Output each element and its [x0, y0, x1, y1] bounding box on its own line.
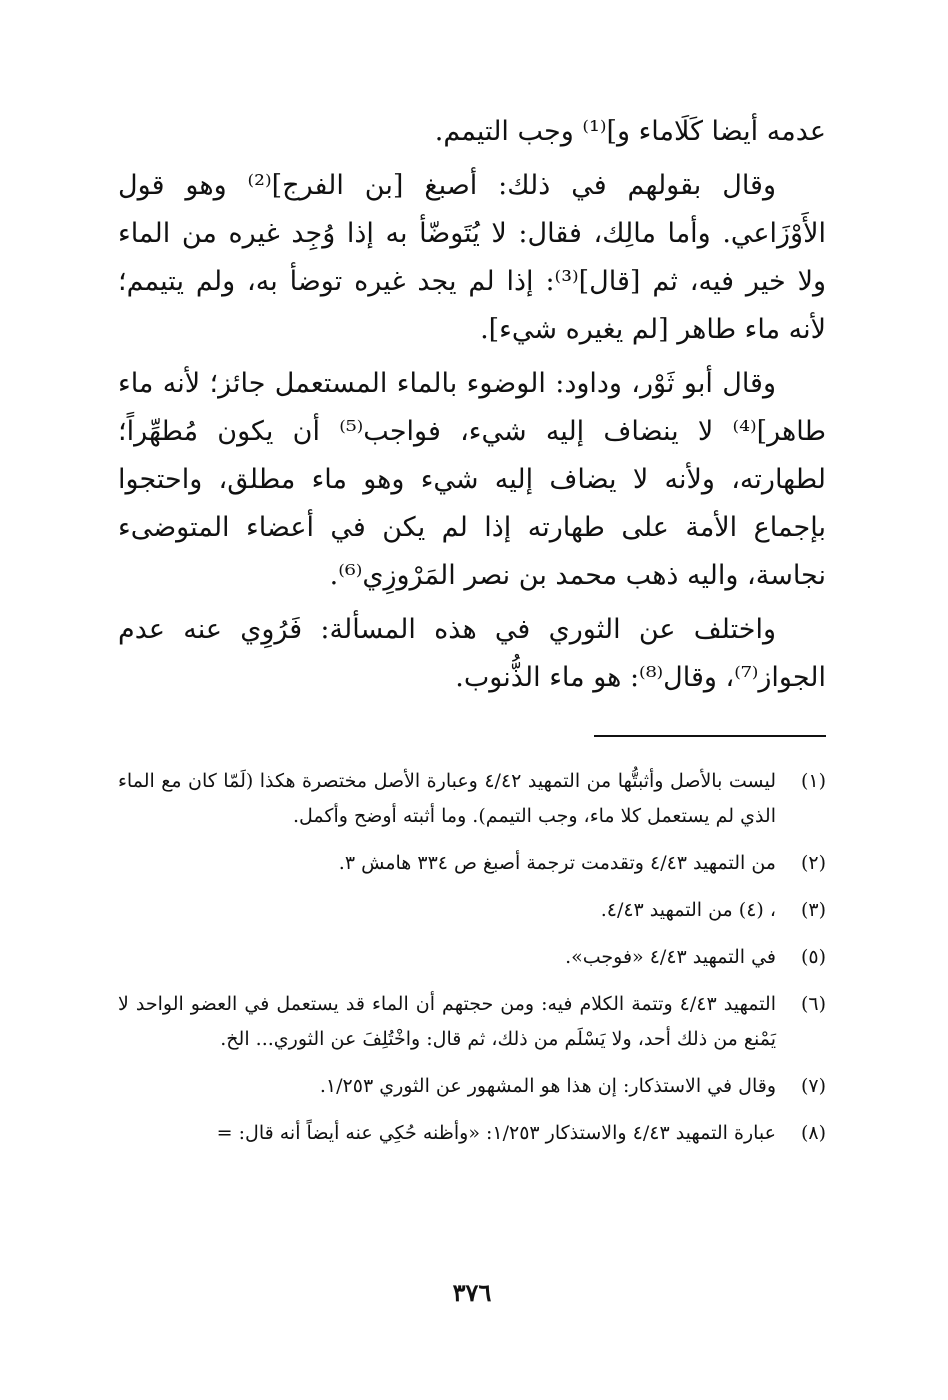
footnotes [118, 764, 826, 1163]
footnote-text: ليست بالأصل وأثبتُّها من التمهيد ٤/٤٢ وعبارة الأصل مختصرة هكذا (لَمّا كان مع الماء الذي لم يستعمل كلا ماء، وجب التيمم). وما أثبته أوضح وأكمل. [118, 770, 776, 827]
footnote-number: (٧) [800, 1075, 826, 1097]
footnote-text: في التمهيد ٤/٤٣ «فوجب». [565, 946, 776, 968]
footnote-3 [118, 893, 826, 928]
main-text [118, 108, 826, 702]
footnote-separator [594, 735, 826, 737]
paragraph-2: وقال بقولهم في ذلك: أصبغ [بن الفرج]⁽²⁾ وهو قول الأَوْزَاعي. وأما مالِك، فقال: لا يُتَوضّأ به إذا وُجِد غيره من الماء ولا خير فيه، ثم [قال]⁽³⁾: إذا لم يجد غيره توضأ به، ولم يتيمم؛ لأنه ماء طاهر [لم يغيره شيء]. [118, 170, 827, 345]
footnote-8 [118, 1116, 826, 1151]
footnote-number: (٢) [800, 852, 826, 874]
paragraph-4: واختلف عن الثوري في هذه المسألة: فَرُوِي عنه عدم الجواز⁽⁷⁾، وقال⁽⁸⁾: هو ماء الذُّنوب. [118, 614, 826, 693]
footnote-text: التمهيد ٤/٤٣ وتتمة الكلام فيه: ومن حجتهم أن الماء قد يستعمل في العضو الواحد لا يَمْنع من ذلك أحد، ولا يَسْلَم من ذلك، ثم قال: واخْتُلِفَ عن الثوري... الخ. [118, 993, 776, 1050]
paragraph-1: عدمه أيضا كَلَاماء و]⁽¹⁾ وجب التيمم. [434, 116, 826, 147]
footnote-2 [118, 846, 826, 881]
footnote-number: (١) [800, 770, 826, 792]
book-page [118, 108, 826, 1340]
footnote-text: من التمهيد ٤/٤٣ وتقدمت ترجمة أصبغ ص ٣٣٤ هامش ٣. [338, 852, 776, 874]
footnote-text: وقال في الاستذكار: إن هذا هو المشهور عن الثوري ١/٢٥٣. [319, 1075, 776, 1097]
footnote-1 [118, 764, 826, 834]
footnote-text: ، (٤) من التمهيد ٤/٤٣. [600, 899, 776, 921]
footnote-number: (٥) [800, 946, 826, 968]
footnote-6 [118, 987, 826, 1057]
footnote-number: (٣) [800, 899, 826, 921]
footnote-7 [118, 1069, 826, 1104]
footnote-5 [118, 940, 826, 975]
page-number: ٣٧٦ [452, 1278, 492, 1307]
footnote-number: (٨) [800, 1122, 826, 1144]
footnote-number: (٦) [800, 993, 826, 1015]
paragraph-3: وقال أبو ثَوْر، وداود: الوضوء بالماء المستعمل جائز؛ لأنه ماء طاهر]⁽⁴⁾ لا ينضاف إليه شيء، فواجب⁽⁵⁾ أن يكون مُطهِّراً؛ لطهارته، ولأنه لا يضاف إليه شيء وهو ماء مطلق، واحتجوا بإجماع الأمة على طهارته إذا لم يكن في أعضاء المتوضىء نجاسة، واليه ذهب محمد بن نصر المَرْوزِي⁽⁶⁾. [118, 368, 826, 591]
footnote-text: عبارة التمهيد ٤/٤٣ والاستذكار ١/٢٥٣: «وأظنه حُكِي عنه أيضاً أنه قال: = [216, 1122, 776, 1144]
